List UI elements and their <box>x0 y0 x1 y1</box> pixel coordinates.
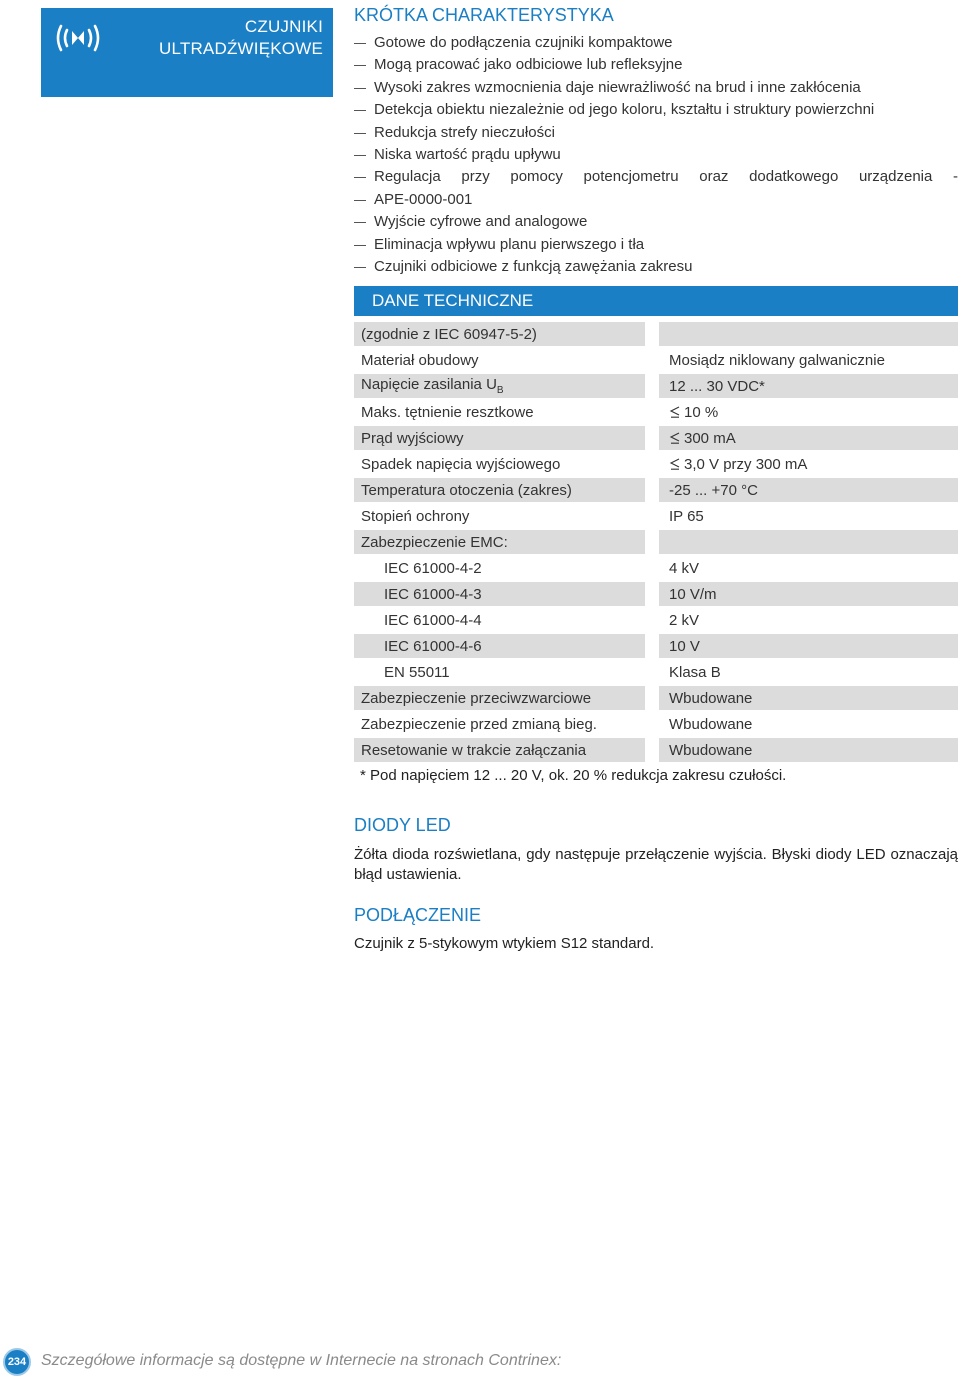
spec-row <box>354 400 958 426</box>
feature-item-continuation <box>354 189 958 211</box>
spec-label-text: IEC 61000-4-2 <box>384 559 482 577</box>
spec-label <box>354 426 645 452</box>
spec-row <box>354 634 958 660</box>
spec-value-text: 10 V <box>669 637 700 655</box>
spec-value-text: Wbudowane <box>669 689 753 707</box>
spec-row <box>354 322 958 348</box>
spec-value <box>659 400 958 426</box>
spec-label <box>354 608 645 634</box>
spec-gap <box>645 686 659 712</box>
spec-value-text: 10 V/m <box>669 585 717 603</box>
spec-gap <box>645 712 659 738</box>
spec-gap <box>645 660 659 686</box>
spec-value-text: -25 ... +70 °C <box>669 481 758 499</box>
spec-value-text: 300 mA <box>684 429 736 447</box>
short-characteristics-heading: KRÓTKA CHARAKTERYSTYKA <box>354 5 614 25</box>
feature-item: Detekcja obiektu niezależnie od jego koloru, kształtu i struktury powierzchni <box>354 99 958 121</box>
spec-label-text: (zgodnie z IEC 60947-5-2) <box>361 325 537 343</box>
spec-label-text: Temperatura otoczenia (zakres) <box>361 481 572 499</box>
spec-label-text: Spadek napięcia wyjściowego <box>361 455 561 473</box>
spec-value <box>659 348 958 374</box>
spec-row <box>354 556 958 582</box>
spec-row <box>354 348 958 374</box>
spec-row <box>354 660 958 686</box>
led-heading: DIODY LED <box>354 815 451 835</box>
spec-gap <box>645 738 659 764</box>
feature-item: Wysoki zakres wzmocnienia daje niewrażliwość na brud i inne zakłócenia <box>354 77 958 99</box>
spec-value <box>659 686 958 712</box>
footnote: * Pod napięciem 12 ... 20 V, ok. 20 % redukcja zakresu czułości. <box>360 767 787 784</box>
spec-value-text: 10 % <box>684 403 719 421</box>
spec-value <box>659 660 958 686</box>
spec-value <box>659 712 958 738</box>
spec-gap <box>645 348 659 374</box>
spec-value-text: 3,0 V przy 300 mA <box>684 455 808 473</box>
category-title <box>159 16 323 60</box>
spec-value-text: 12 ... 30 VDC* <box>669 377 765 395</box>
spec-label <box>354 582 645 608</box>
spec-row <box>354 478 958 504</box>
spec-label-text: IEC 61000-4-4 <box>384 611 482 629</box>
connection-heading: PODŁĄCZENIE <box>354 905 482 925</box>
spec-value <box>659 608 958 634</box>
spec-gap <box>645 608 659 634</box>
spec-value-text: Wbudowane <box>669 741 753 759</box>
spec-label-subscript: B <box>496 385 504 396</box>
spec-value-text: IP 65 <box>669 507 704 525</box>
technical-data-header: DANE TECHNICZNE <box>354 286 958 316</box>
spec-row <box>354 738 958 764</box>
spec-gap <box>645 634 659 660</box>
spec-value <box>659 738 958 764</box>
spec-gap <box>645 426 659 452</box>
category-title-line1: CZUJNIKI <box>244 17 323 36</box>
spec-value <box>659 478 958 504</box>
spec-label <box>354 530 645 556</box>
spec-row <box>354 530 958 556</box>
spec-label <box>354 686 645 712</box>
spec-label-text: IEC 61000-4-6 <box>384 637 482 655</box>
spec-row <box>354 504 958 530</box>
category-box <box>41 8 333 97</box>
spec-label <box>354 738 645 764</box>
ultrasonic-sensor-icon <box>53 18 103 58</box>
spec-gap <box>645 452 659 478</box>
connection-text: Czujnik z 5-stykowym wtykiem S12 standard. <box>354 935 655 952</box>
spec-row <box>354 426 958 452</box>
spec-gap <box>645 504 659 530</box>
spec-value <box>659 504 958 530</box>
spec-label-text: Materiał obudowy <box>361 351 479 369</box>
spec-row <box>354 374 958 400</box>
feature-item: Niska wartość prądu upływu <box>354 144 958 166</box>
spec-gap <box>645 400 659 426</box>
spec-label-text: EN 55011 <box>384 663 450 681</box>
feature-list <box>354 32 958 278</box>
spec-label-text: Resetowanie w trakcie załączania <box>361 741 587 759</box>
spec-value-text: 4 kV <box>669 559 700 577</box>
spec-label-text: Prąd wyjściowy <box>361 429 464 447</box>
spec-value <box>659 452 958 478</box>
spec-label <box>354 634 645 660</box>
spec-label-text: Zabezpieczenie przeciwzwarciowe <box>361 689 592 707</box>
spec-value <box>659 374 958 400</box>
feature-item: Eliminacja wpływu planu pierwszego i tła <box>354 234 958 256</box>
less-equal-icon <box>669 406 681 418</box>
feature-item: Gotowe do podłączenia czujniki kompaktowe <box>354 32 958 54</box>
spec-gap <box>645 322 659 348</box>
spec-label <box>354 478 645 504</box>
feature-item: Redukcja strefy nieczułości <box>354 122 958 144</box>
feature-item: Regulacja przy pomocy potencjometru oraz dodatkowego urządzenia - <box>354 166 958 188</box>
spec-row <box>354 582 958 608</box>
spec-value <box>659 426 958 452</box>
spec-value <box>659 556 958 582</box>
spec-gap <box>645 582 659 608</box>
spec-gap <box>645 478 659 504</box>
footer-text: Szczegółowe informacje są dostępne w Internecie na stronach Contrinex: <box>41 1352 562 1369</box>
spec-label-text: Maks. tętnienie resztkowe <box>361 403 534 421</box>
spec-label-text: Stopień ochrony <box>361 507 470 525</box>
feature-item: Mogą pracować jako odbiciowe lub refleksyjne <box>354 54 958 76</box>
spec-value <box>659 530 958 556</box>
feature-item: Wyjście cyfrowe and analogowe <box>354 211 958 233</box>
spec-table <box>354 322 958 764</box>
spec-value <box>659 322 958 348</box>
spec-row <box>354 712 958 738</box>
page-footer <box>0 1336 960 1383</box>
spec-label <box>354 322 645 348</box>
page-number: 234 <box>3 1348 31 1376</box>
spec-row <box>354 608 958 634</box>
spec-label <box>354 556 645 582</box>
spec-value-text: Klasa B <box>669 663 721 681</box>
spec-label-text: Napięcie zasilania U <box>361 376 497 393</box>
spec-row <box>354 686 958 712</box>
spec-label <box>354 660 645 686</box>
spec-value-text: 2 kV <box>669 611 700 629</box>
spec-label-text: Zabezpieczenie EMC: <box>361 533 508 551</box>
less-equal-icon <box>669 432 681 444</box>
spec-gap <box>645 556 659 582</box>
spec-value-text: Wbudowane <box>669 715 753 733</box>
spec-label-text: Zabezpieczenie przed zmianą bieg. <box>361 715 597 733</box>
spec-label <box>354 348 645 374</box>
spec-label <box>354 712 645 738</box>
led-text: Żółta dioda rozświetlana, gdy następuje przełączenie wyjścia. Błyski diody LED oznaczają błąd ustawienia. <box>354 846 958 883</box>
spec-value-text: Mosiądz niklowany galwanicznie <box>669 351 885 369</box>
spec-value <box>659 582 958 608</box>
less-equal-icon <box>669 458 681 470</box>
feature-item: Czujniki odbiciowe z funkcją zawężania zakresu <box>354 256 958 278</box>
spec-gap <box>645 374 659 400</box>
category-title-line2: ULTRADŹWIĘKOWE <box>159 39 323 58</box>
feature-continuation-text: APE-0000-001 <box>374 190 473 208</box>
spec-label-text: IEC 61000-4-3 <box>384 585 482 603</box>
spec-label <box>354 452 645 478</box>
spec-label <box>354 400 645 426</box>
spec-label <box>354 374 645 400</box>
spec-value <box>659 634 958 660</box>
spec-gap <box>645 530 659 556</box>
spec-label <box>354 504 645 530</box>
spec-row <box>354 452 958 478</box>
